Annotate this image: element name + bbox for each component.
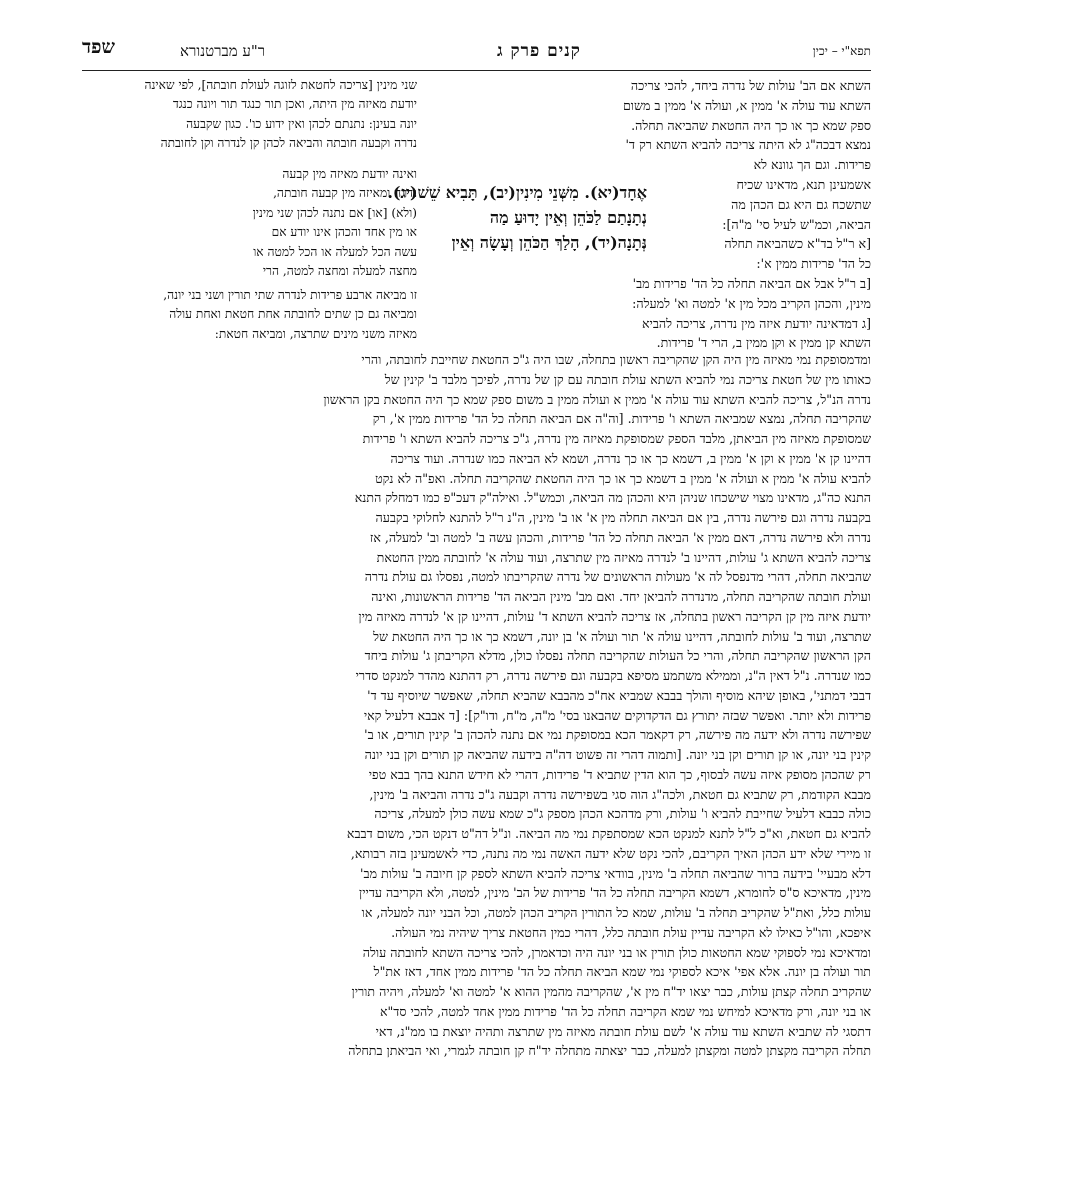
left-column-c-line: ומביאה גם כן שתים לחובתה אחת חטאת ואחת עולה xyxy=(169,307,417,322)
right-column-line: השתא אם הב' עולות של נדרה ביחד, להכי צריכה xyxy=(630,78,871,93)
main-text-line: ומדמסופקת נמי מאיזה מין היה הקן שהקריבה ראשון בתחלה, שבו היה ג"כ החטאת שחייבת לחובתה, והרי xyxy=(361,352,871,367)
left-column-b-line: עשה הכל למעלה או הכל למטה או xyxy=(253,244,417,259)
main-text-line: כמו שנדרה. נ"ל דאין ה"נ, וממילא משתמע מסיפא בקבעה וגם פירשה נדרה, רק דהתנא מהדר למנקט סדרי xyxy=(355,668,871,683)
left-column-a-line: שני מינין [צריכה לחטאת לזוגה לעולת חובתה], לפי שאינה xyxy=(144,78,417,92)
left-column-b-line: נדרה ומאיזה מין קבעה חובתה, xyxy=(273,186,417,201)
right-column-line: השתא עוד עולה א' ממין א, ועולה א' ממין ב משום xyxy=(622,97,871,113)
main-text-line: התנא כה"ג, מדאינו מצוי שישכחו שניהן היא והכהן מה הביאה, וכמש"ל. ואילה"ק דעכ"פ כמו דמחלק התנא xyxy=(354,490,871,506)
main-text-line: עולות כלל, ואת"ל שהקריב תחלה ב' עולות, שמא כל התורין הקריב הכהן למטה, וכל הבני יונה למעלה, או xyxy=(361,905,871,920)
right-column-line: ספק שמא כך או כך היה החטאת שהביאה תחלה. xyxy=(631,117,871,133)
main-text-line: הקן הראשון שהקריבה תחלה, והרי כל העולות שהקריבה תחלה נפסלו כולן, מדלא הקריבתן ג' עולות ביחד xyxy=(364,648,871,664)
main-text-line: להביא עולה א' ממין א ועולה א' ממין ב דשמא כך או כך היה החטאת שהקריבה תחלה. ואפ"ה לא נקט xyxy=(375,470,871,486)
main-text-line: איפכא, והו"ל כאילו לא הקריבה עדיין עולת חובתה כלל, דהרי כמין החטאת צריך שיהיה נמי העולה. xyxy=(391,924,871,940)
left-column-c-line: זו מביאה ארבע פרידות לנדרה שתי תורין ושני בני יונה, xyxy=(163,288,417,302)
main-text-line: דתסגי לה שתביא השתא עוד עולה א' לשם עולת חובתה מאיזה מין שתרצה ותהיה יוצאת בו ממ"נ, דאי xyxy=(375,1023,871,1039)
mishnah-line: אֶחָד(יא). מִשְּׁנֵי מִינִין(יב), תָּבִיא שֵׁשׁ(יג). xyxy=(387,183,647,202)
running-header xyxy=(180,38,871,64)
left-column-c-line: מאיזה משני מינים שתרצה, ומביאה חטאת: xyxy=(214,326,417,341)
main-text-line: נדרה הנ"ל, צריכה להביא השתא עוד עולה א' ממין א ועולה ממין ב משום ספק שמא כך היה החטאת בקן הראשון xyxy=(323,391,871,407)
right-column-line: שתשכח גם היא גם הכהן מה xyxy=(731,196,871,212)
left-column-a-line: נדרה וקבעה חובתה והביאה לכהן קן לנדרה וקן לחובתה xyxy=(160,136,417,151)
header-title: קנים פרק ג xyxy=(497,41,581,61)
right-column-line: [ב ר"ל אבל אם הביאה תחלה כל הד' פרידות מב' xyxy=(632,275,871,291)
main-text-line: נדרה ולא פירשה נדרה, דאם ממין א' הביאה תחלה כל הד' פרידות, והכהן עשה ב' למטה וב' למעלה, אז xyxy=(369,529,871,545)
bartenura-middle xyxy=(200,165,417,281)
mishnah-line: נְּתָנָה(יד), הָלַךְ הַכֹּהֵן וְעָשָׂה וְאֵין xyxy=(451,233,647,252)
main-text-line: ועולת חובתה שהקריבה תחלה, מדנדרה להביאן יחד. ואם מב' מינין הביאה הד' פרידות הראשונות, ואינה xyxy=(371,589,871,604)
left-column-a-line: יונה בעינן: נתנתם לכהן ואין ידוע כו'. כגון שקבעה xyxy=(186,116,417,131)
right-column-line: אשמעינן תנא, מדאינו שכיח xyxy=(736,176,871,192)
main-text-line: מינין, מדאיכא ס"ס לחומרא, דשמא הקריבה תחלה כל הד' פרידות של הב' מינין, למטה, ולא הקריבה עדיין xyxy=(359,885,871,901)
main-text-line: שפירשה נדרה ולא ידעה מה פירשה, רק דקאמר הכא במסופקת נמי אם נתנה להכהן ב' קינין תורים, או ב' xyxy=(364,727,871,743)
main-text-line: דבבי דמתני', באופן שיהא מוסיף והולך בבבא שמביא אח"כ מהבבא שהביא תחלה, שאפשר שיוסיף עד ד' xyxy=(367,687,871,703)
main-text-line: דהיינו קן א' ממין א וקן א' ממין ב, דשמא כך או כך נדרה, ושמא לא הביאה כמו שנדרה. ועוד צריכה xyxy=(390,450,871,466)
main-text-line: שתרצה, ועוד ב' עולות לחובתה, דהיינו עולה א' תור ועולה א' בן יונה, דשמא כך או כך היה החטאת של xyxy=(373,628,871,644)
main-text-line: קינין בני יונה, או קן תורים וקן בני יונה. [ותמוה דהרי זה פשוט דה"ה בידעה שהביאה קן תורים וקן בני יונה xyxy=(364,747,871,762)
main-text-line: מבבא הקודמת, רק שתביא גם חטאת, ולכה"ג הוה סגי בשפירשה נדרה וקבעה ג"כ נדרה והביאה ב' מינין, xyxy=(369,786,871,802)
right-column-line: נמצא דבכה"ג לא היתה צריכה להביא השתא רק ד' xyxy=(625,137,871,153)
bartenura-bottom xyxy=(163,286,417,344)
main-text-line: שמסופקת מאיזה מין הביאתן, מלבד הספק שמסופקת מאיזה מין נדרה, ג"כ צריכה להביא השתא ו' פרידות xyxy=(362,431,871,446)
main-text-line: כולה כבבא דלעיל שחייבת להביא ו' עולות, ורק מדהכא הכהן מספק ג"כ שמא עשה כולן למעלה, צריכה xyxy=(374,806,871,822)
right-column-line: [א ר"ל בד"א כשהביאה תחלה xyxy=(724,236,871,252)
left-column-b-line: או מין אחד והכהן אינו יודע אם xyxy=(271,225,417,240)
right-column-line: מינין, והכהן הקריב מכל מין א' למטה וא' למעלה: xyxy=(632,295,871,311)
publisher-brand: שפד xyxy=(82,36,115,58)
left-column-a-line: יודעת מאיזה מין היתה, ואכן תור כנגד תור ויונה כנגד xyxy=(172,97,417,112)
main-text-line: יודעת איזה מין קן הקריבה ראשון בתחלה, אז צריכה להביא השתא ד' עולות, דהיינו קן א' לנדרה מאיזה מין xyxy=(358,608,871,624)
main-text-line: או בני יונה, ורק מדאיכא למיחש נמי שמא הקריבה תחלה כל הד' פרידות ממין אחד למטה, להכי סד"א xyxy=(379,1003,871,1019)
right-column-line: השתא קן ממין א וקן ממין ב, הרי ד' פרידות. xyxy=(656,335,871,351)
bartenura-top xyxy=(144,76,417,154)
main-text-line: כאותו מין של חטאת צריכה נמי להביא השתא עולת חובתה עם קן של נדרה, לפיכך מלבד ב' קינין של xyxy=(384,371,871,387)
commentary-right-column xyxy=(622,76,871,353)
mishnah-text xyxy=(387,180,647,255)
left-column-b-line: (ולא) [או] אם נתנה לכהן שני מינין xyxy=(252,205,417,220)
main-text-line: רק שהכהן מסופק איזה עשה לבסוף, כך הוא הדין שתביא ד' פרידות, דהרי לא חידש התנא בהך בבא טפי xyxy=(368,766,871,782)
header-rule xyxy=(82,70,871,71)
main-text-line: תחלה הקריבה מקצתן למטה ומקצתן למעלה, כבר יצאתה מתחלה יד"ח קן חובתה לגמרי, ואי הביאתן בתחלה xyxy=(348,1043,871,1059)
right-column-line: פרידות. וגם הך גוונא לא xyxy=(753,157,871,173)
main-text-line: שהביאה תחלה, דהרי מדנפסל לה א' מעולות הראשונים של נדרה שהקריבתו למטה, נפסלו גם עולת נדרה xyxy=(364,569,871,585)
main-text-line: בקבעה נדרה וגם פירשה נדרה, בין אם הביאה תחלה מין א' או ב' מינין, ה"נ ר"ל להתנא לחלוקי בקבעה xyxy=(375,510,871,525)
main-text-line: להביא גם חטאת, וא"כ ל"ל לתנא למנקט הכא שמסתפקת נמי מה הביאה. ונ"ל דה"ט דנקט הכי, משום דבבא xyxy=(346,826,871,841)
left-column-b-line: ואינה יודעת מאיזה מין קבעה xyxy=(282,167,417,181)
main-text-line: זו מיירי שלא ידע הכהן האיך הקריבם, להכי נקט שלא ידעה האשה נמי מה נתנה, כדי לאשמעינן בזה רבותא, xyxy=(350,845,871,861)
main-text-line: ומדאיכא נמי לספוקי שמא החטאות כולן תורין או בני יונה היה וכדאמרן, להכי צריכה השתא לחובתה עולה xyxy=(362,944,871,960)
right-column-line: כל הד' פרידות ממין א': xyxy=(756,256,871,272)
mishnah-line: נְתָנָתַם לַכֹּהֵן וְאֵין יָדוּעַ מַה xyxy=(489,208,647,227)
main-text-line: שהקריבה תחלה, נמצא שמביאה השתא ו' פרידות. [וה"ה אם הביאה תחלה כל הד' פרידות ממין א', רק xyxy=(372,411,871,427)
right-column-line: [ג דמדאינה יודעת איזה מין נדרה, צריכה להביא xyxy=(642,315,871,331)
main-commentary-block xyxy=(82,350,871,1061)
main-text-line: תור ועולה בן יונה. אלא אפי' איכא לספוקי נמי שמא הביאה תחלה כל הד' פרידות ממין אחד, דאז את"ל xyxy=(373,964,871,980)
main-text-line: שהקריב תחלה קצתן עולות, כבר יצאו יד"ח מין א', שהקריבה מהמין ההוא א' למטה וא' למעלה, ויהיה תורין xyxy=(351,984,871,999)
right-column-line: הביאה, וכמ"ש לעיל סי' מ"ה]: xyxy=(722,216,871,232)
header-left-text: ר"ע מברטנורא xyxy=(180,41,266,60)
main-text-line: דלא מבעיי' בידעה ברור שהביאה תחלה ב' מינין, בוודאי צריכה להביא השתא לספק קן חיובה ב' עולות מב' xyxy=(360,865,871,881)
left-column-b-line: מחצה למעלה ומחצה למטה, הרי xyxy=(262,264,417,279)
main-text-line: פרידות ולא יותר. ואפשר שבזה יתורץ גם הדקדוקים שהבאנו בסי' מ"ה, מ"ח, ודו"ק]: [ד אבבא דלעיל קאי xyxy=(363,707,871,723)
main-text-line: צריכה להביא השתא ג' עולות, דהיינו ב' לנדרה מאיזה מין שתרצה, ועוד עולה א' לחובתה ממין החטאת xyxy=(376,549,871,565)
header-right-text: תפא"י – יכין xyxy=(812,43,871,58)
